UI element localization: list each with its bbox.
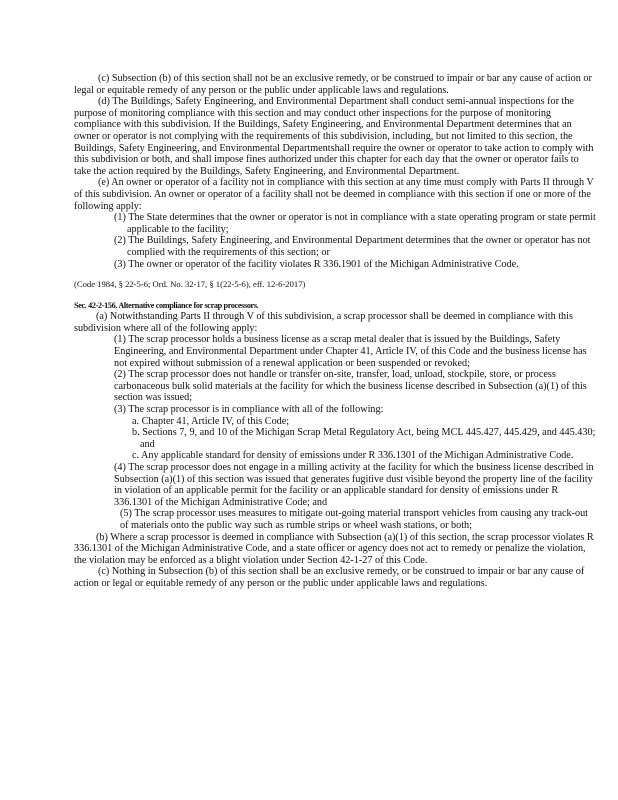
list-item: (3) The owner or operator of the facility violates R 336.1901 of the Michigan Administrative Code. <box>114 258 519 270</box>
list-item: (1) The scrap processor holds a business license as a scrap metal dealer that is issued by the Buildings, Safety Engineering, and Environmental Department under Chapter 41, Article IV, of this Code and the business license has not expired without submission of a renewal application or been suspended or revoked; <box>114 334 587 369</box>
sub-item: c. Any applicable standard for density of emissions under R 336.1301 of the Michigan Administrative Code. <box>132 450 574 462</box>
sub-item: a. Chapter 41, Article IV, of this Code; <box>132 415 290 427</box>
list-item: (3) The scrap processor is in compliance with all of the following: <box>114 404 384 416</box>
list-item: (2) The scrap processor does not handle or transfer on-site, transfer, load, unload, stockpile, store, or process carbonaceous bulk solid materials at the facility for which the business license described in Subsection (a)(1) of this section was issued; <box>114 369 587 404</box>
sub-item: b. Sections 7, 9, and 10 of the Michigan Scrap Metal Regulatory Act, being MCL 445.427, 445.429, and 445.430; and <box>132 427 596 450</box>
paragraph-d: (d) The Buildings, Safety Engineering, and Environmental Department shall conduct semi-annual inspections for the purpose of monitoring compliance with this section and may conduct other inspections for the purpose of monitoring compliance with this subdivision. If the Buildings, Safety Engineering, and Environmental Department determines that an owner or operator is not complying with the requirements of this subdivision, including, but not limited to this section, the Buildings, Safety Engineering, and Environmental Departmentshall require the owner or operator to take action to comply with this subdivision or both, and shall impose fines authorized under this chapter for each day that the owner or operator fails to take the action required by the Buildings, Safety Engineering, and Environmental Department. <box>74 96 594 177</box>
list-item: (1) The State determines that the owner or operator is not in compliance with a state operating program or state permit applicable to the facility; <box>114 212 596 235</box>
paragraph-e-list <box>114 212 598 270</box>
history-note: (Code 1984, § 22-5-6; Ord. No. 32-17, § 1(22-5-6), eff. 12-6-2017) <box>74 279 306 290</box>
paragraph-a-list <box>114 334 598 508</box>
paragraph-c-2: (c) Nothing in Subsection (b) of this section shall be an exclusive remedy, or be construed to impair or bar any cause of action or legal or equitable remedy of any person or the public under applicable laws and regulations. <box>74 566 585 589</box>
section-heading: Sec. 42-2-156. Alternative compliance for scrap processors. <box>74 300 259 310</box>
paragraph-c: (c) Subsection (b) of this section shall not be an exclusive remedy, or be construed to impair or bar any cause of action or legal or equitable remedy of any person or the public under applicable laws and regulations. <box>74 73 592 96</box>
paragraph-b: (b) Where a scrap processor is deemed in compliance with Subsection (a)(1) of this section, the scrap processor violates R 336.1301 of the Michigan Administrative Code, and a state officer or agency does not act to remedy or penalize the violation, the violation may be enforced as a blight violation under Section 42-1-27 of this Code. <box>74 531 594 566</box>
document-body <box>74 73 598 590</box>
list-item: (5) The scrap processor uses measures to mitigate out-going material transport vehicles from causing any track-out of materials onto the public way such as rumble strips or wheel wash stations, or both; <box>120 508 589 531</box>
paragraph-e: (e) An owner or operator of a facility not in compliance with this section at any time must comply with Parts II through V of this subdivision. An owner or operator of a facility shall not be deemed in compliance with this section if one or more of the following apply: <box>74 177 594 212</box>
list-item: (4) The scrap processor does not engage in a milling activity at the facility for which the business license described in Subsection (a)(1) of this section was issued that generates fugitive dust visible beyond the property line of the facility in violation of an applicable permit for the facility or an applicable standard for density of emissions under R 336.1301 of the Michigan Administrative Code; and <box>114 462 594 508</box>
list-item: (2) The Buildings, Safety Engineering, and Environmental Department determines that the owner or operator has not complied with the requirements of this section; or <box>114 235 591 258</box>
item-3-sublist <box>132 416 598 462</box>
paragraph-a: (a) Notwithstanding Parts II through V of this subdivision, a scrap processor shall be deemed in compliance with this subdivision where all of the following apply: <box>74 311 573 334</box>
